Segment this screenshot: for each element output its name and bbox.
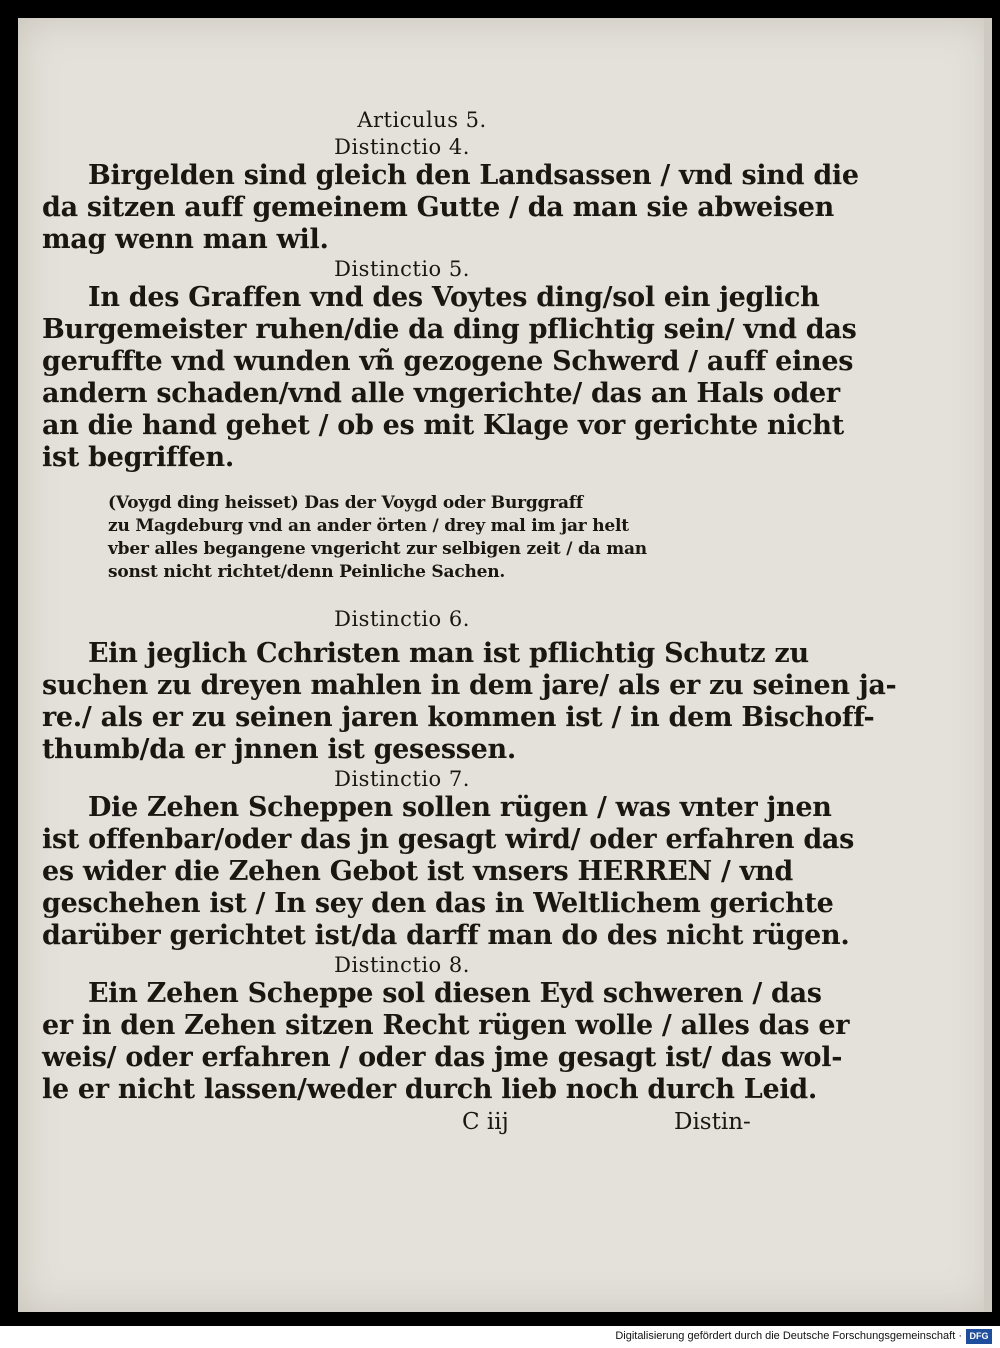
distinctio-8-text: [42, 978, 850, 1106]
gloss-line: vber alles begangene vngericht zur selbigen zeit / da man: [108, 539, 647, 559]
text-line: thumb/da er jnnen ist gesessen.: [42, 734, 516, 765]
text-line: In des Graffen vnd des Voytes ding/sol ein jeglich: [88, 282, 820, 313]
gloss-line: sonst nicht richtet/denn Peinliche Sachen.: [108, 562, 506, 582]
scanned-page: [18, 18, 992, 1312]
distinctio-4-heading: Distinctio 4.: [334, 135, 470, 159]
text-line: geruffte vnd wunden vñ gezogene Schwerd / auff eines: [42, 346, 854, 377]
gloss-line: zu Magdeburg vnd an ander örten / drey mal im jar helt: [108, 516, 629, 536]
text-line: suchen zu dreyen mahlen in dem jare/ als er zu seinen ja-: [42, 670, 897, 701]
text-line: le er nicht lassen/weder durch lieb noch durch Leid.: [42, 1074, 817, 1105]
distinctio-6-text: [42, 638, 897, 766]
distinctio-4-text: [42, 160, 859, 256]
spacer: [42, 584, 762, 606]
gloss-note: [108, 492, 762, 584]
dfg-logo-icon: DFG: [966, 1329, 992, 1344]
running-head: Articulus 5.: [357, 108, 487, 132]
text-line: andern schaden/vnd alle vngerichte/ das an Hals oder: [42, 378, 840, 409]
text-line: Die Zehen Scheppen sollen rügen / was vnter jnen: [88, 792, 832, 823]
text-line: ist offenbar/oder das jn gesagt wird/ oder erfahren das: [42, 824, 855, 855]
text-line: er in den Zehen sitzen Recht rügen wolle / alles das er: [42, 1010, 850, 1041]
gloss-line: (Voygd ding heisset) Das der Voygd oder Burggraff: [108, 493, 584, 513]
distinctio-7-heading: Distinctio 7.: [334, 767, 470, 791]
distinctio-7-text: [42, 792, 855, 952]
distinctio-8-heading: Distinctio 8.: [334, 953, 470, 977]
catchword: Distin-: [674, 1109, 751, 1135]
distinctio-6-heading: Distinctio 6.: [334, 607, 470, 631]
distinctio-5-text: [42, 282, 857, 474]
text-line: ist begriffen.: [42, 442, 234, 473]
text-line: mag wenn man wil.: [42, 224, 329, 255]
page-text: [42, 106, 897, 1138]
text-line: Ein Zehen Scheppe sol diesen Eyd schweren / das: [88, 978, 822, 1009]
signature-mark: C iij: [462, 1109, 509, 1135]
text-line: es wider die Zehen Gebot ist vnsers HERREN / vnd: [42, 856, 793, 887]
text-line: Birgelden sind gleich den Landsassen / vnd sind die: [88, 160, 859, 191]
footer-bar: [0, 1326, 1000, 1348]
distinctio-5-heading: Distinctio 5.: [334, 257, 470, 281]
text-line: geschehen ist / In sey den das in Weltlichem gerichte: [42, 888, 834, 919]
text-line: darüber gerichtet ist/da darff man do des nicht rügen.: [42, 920, 850, 951]
funding-credit: Digitalisierung gefördert durch die Deutsche Forschungsgemeinschaft ·: [615, 1330, 962, 1342]
page-foot: [42, 1106, 762, 1138]
text-line: Ein jeglich Cchristen man ist pflichtig Schutz zu: [88, 638, 809, 669]
text-line: an die hand gehet / ob es mit Klage vor gerichte nicht: [42, 410, 844, 441]
text-line: da sitzen auff gemeinem Gutte / da man sie abweisen: [42, 192, 834, 223]
text-line: Burgemeister ruhen/die da ding pflichtig sein/ vnd das: [42, 314, 857, 345]
text-line: re./ als er zu seinen jaren kommen ist / in dem Bischoff-: [42, 702, 875, 733]
page-edge: [984, 18, 992, 1312]
text-line: weis/ oder erfahren / oder das jme gesagt ist/ das wol-: [42, 1042, 843, 1073]
